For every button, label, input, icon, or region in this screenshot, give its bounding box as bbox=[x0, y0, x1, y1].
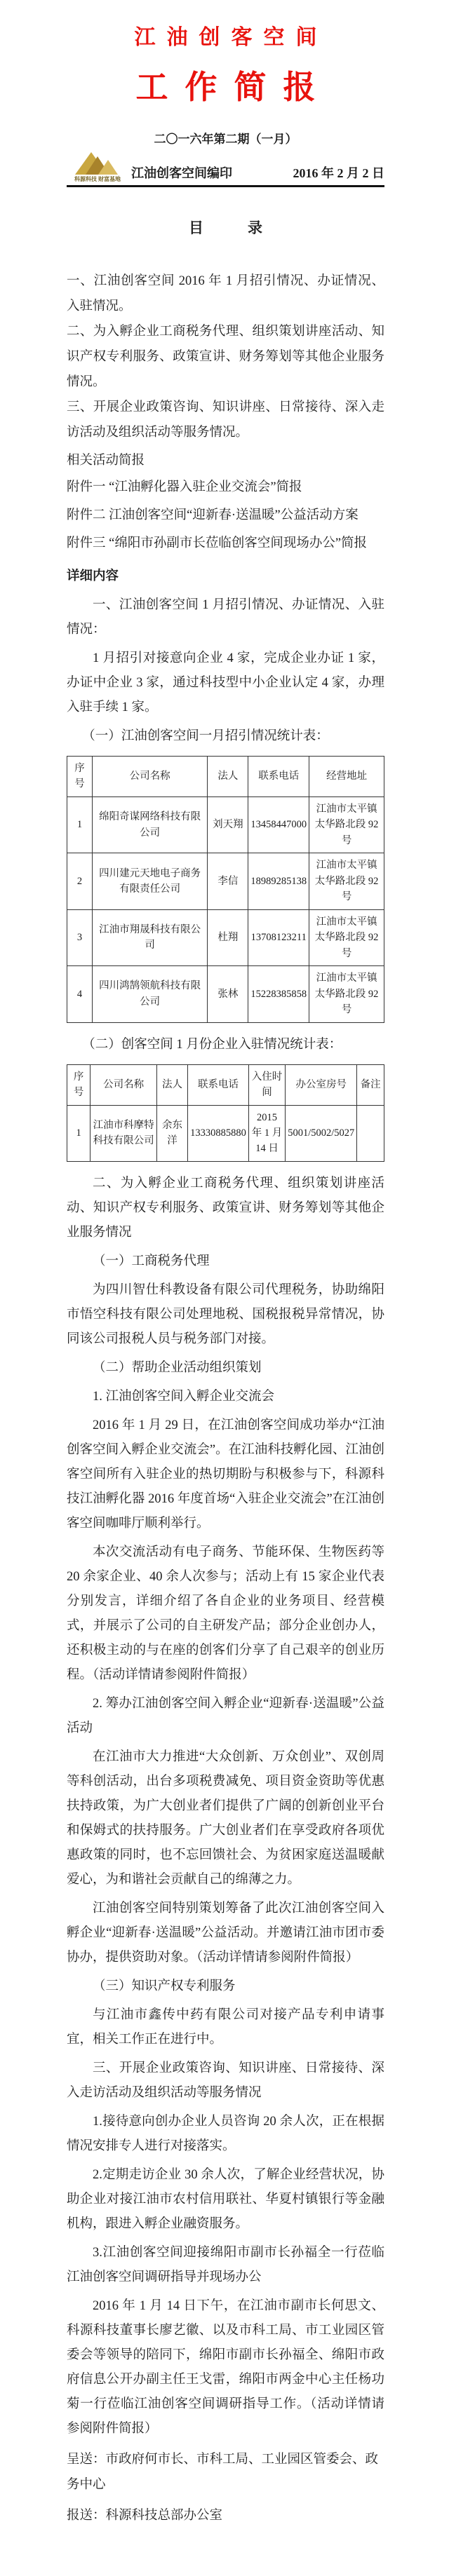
table-header-row bbox=[67, 757, 384, 797]
section-3-heading: 三、开展企业政策咨询、知识讲座、日常接待、深入走访活动及组织活动等服务情况 bbox=[67, 2061, 384, 2100]
table-2-title: （二）创客空间 1 月份企业入驻情况统计表： bbox=[82, 1037, 342, 1052]
publish-date: 2016 年 2 月 2 日 bbox=[293, 166, 384, 180]
table-cell: 2015 年 1 月 14 日 bbox=[248, 1105, 285, 1161]
table-cell: 绵阳奇谋网络科技有限公司 bbox=[92, 796, 207, 853]
column-header: 序号 bbox=[67, 757, 93, 797]
table-cell: 余东洋 bbox=[157, 1105, 188, 1161]
table-cell: 江油市太平镇太华路北段 92 号 bbox=[309, 853, 384, 909]
table-cell: 1 bbox=[67, 1105, 91, 1161]
table-cell: 江油市太平镇太华路北段 92 号 bbox=[309, 796, 384, 853]
column-header: 入住时间 bbox=[248, 1064, 285, 1105]
toc-title: 目 录 bbox=[189, 219, 262, 236]
table-cell: 1 bbox=[67, 796, 93, 853]
table-cell: 杜翔 bbox=[208, 909, 248, 965]
table-1-title: （一）江油创客空间一月招引情况统计表： bbox=[82, 729, 329, 743]
table-cell: 2 bbox=[67, 853, 93, 909]
column-header: 序号 bbox=[67, 1064, 91, 1105]
brand-logo bbox=[67, 149, 128, 183]
movein-stats-table bbox=[67, 1064, 384, 1162]
table-row bbox=[67, 1105, 384, 1161]
section-2-3-title: （三）知识产权专利服务 bbox=[93, 1979, 236, 1993]
column-header: 法人 bbox=[208, 757, 248, 797]
paragraph: 3.江油创客空间迎接绵阳市副市长孙福全一行莅临江油创客空间调研指导并现场办公 bbox=[67, 2245, 384, 2284]
paragraph: 2016 年 1 月 29 日，在江油创客空间成功举办“江油创客空间入孵企业交流会”。在江油科技孵化园、江油创客空间所有入驻企业的热切期盼与积极参与下，科源科技江油孵化器 2016 年度首场“入驻企业交流会”在江油创客空间咖啡厅顺利举行。 bbox=[67, 1418, 384, 1531]
attachment-item: 附件三 “绵阳市孙副市长莅临创客空间现场办公”简报 bbox=[67, 536, 368, 550]
toc-item: 一、江油创客空间 2016 年 1 月招引情况、办证情况、入驻情况。 bbox=[67, 274, 384, 313]
paragraph: 2016 年 1 月 14 日下午，在江油市副市长何思文、科源科技董事长廖艺徽、以及市科工局、市工业园区管委会等领导的陪同下，绵阳市副市长孙福全、绵阳市政府信息公开办副主任王戈雷，绵阳市两金中心主任杨功菊一行莅临江油创客空间调研指导工作。（活动详情请参阅附件简报） bbox=[67, 2298, 384, 2436]
table-row bbox=[67, 853, 384, 909]
table-cell: 李信 bbox=[208, 853, 248, 909]
column-header: 办公室房号 bbox=[286, 1064, 357, 1105]
column-header: 联系电话 bbox=[188, 1064, 249, 1105]
section-2-1-title: （一）工商税务代理 bbox=[93, 1254, 210, 1268]
column-header: 法人 bbox=[157, 1064, 188, 1105]
toc-item: 二、为入孵企业工商税务代理、组织策划讲座活动、知识产权专利服务、政策宣讲、财务筹划等其他企业服务情况。 bbox=[67, 325, 384, 389]
table-cell: 刘天翔 bbox=[208, 796, 248, 853]
section-2-2-2-title: 2. 筹办江油创客空间入孵企业“迎新春·送温暖”公益活动 bbox=[67, 1696, 384, 1735]
cc-line: 呈送：市政府何市长、市科工局、工业园区管委会、政务中心 bbox=[67, 2452, 379, 2492]
issue-line: 二〇一六年第二期（一月） bbox=[154, 133, 297, 146]
table-cell: 15228385858 bbox=[248, 966, 309, 1022]
recruit-stats-table bbox=[67, 756, 384, 1023]
table-header-row bbox=[67, 1064, 384, 1105]
paragraph: 江油创客空间特别策划筹备了此次江油创客空间入孵企业“迎新春·送温暖”公益活动。并邀请江油市团市委协办，提供资助对象。（活动详情请参阅附件简报） bbox=[67, 1901, 384, 1965]
column-header: 联系电话 bbox=[248, 757, 309, 797]
table-row bbox=[67, 966, 384, 1022]
attachment-item: 附件二 江油创客空间“迎新春·送温暖”公益活动方案 bbox=[67, 508, 358, 522]
section-2-heading: 二、为入孵企业工商税务代理、组织策划讲座活动、知识产权专利服务、政策宣讲、财务筹划等其他企业服务情况 bbox=[67, 1176, 384, 1240]
table-cell: 13330885880 bbox=[188, 1105, 249, 1161]
table-row bbox=[67, 796, 384, 853]
section-1-heading: 一、江油创客空间 1 月招引情况、办证情况、入驻情况： bbox=[67, 598, 384, 637]
publisher-row bbox=[67, 149, 384, 187]
column-header: 公司名称 bbox=[92, 757, 207, 797]
paragraph: 本次交流活动有电子商务、节能环保、生物医药等 20 余家企业、40 余人次参与；活动上有 15 家企业代表分别发言，详细介绍了各自企业的业务项目、经营模式，并展示了公司的自主研发产品；部分企业创办人，还积极主动的与在座的创客们分享了自己艰辛的创业历程。（活动详情请参阅附件简报） bbox=[67, 1545, 384, 1682]
details-label: 详细内容 bbox=[67, 569, 119, 583]
column-header: 备注 bbox=[357, 1064, 384, 1105]
section-1-paragraph: 1 月招引对接意向企业 4 家，完成企业办证 1 家，办证中企业 3 家，通过科技型中小企业认定 4 家，办理入驻手续 1 家。 bbox=[67, 651, 384, 714]
table-cell: 江油市翔晟科技有限公司 bbox=[92, 909, 207, 965]
mountains-icon bbox=[75, 149, 120, 175]
report-line: 报送：科源科技总部办公室 bbox=[67, 2508, 223, 2523]
related-activities-label: 相关活动简报 bbox=[67, 454, 145, 468]
paragraph: 与江油市鑫传中药有限公司对接产品专利申请事宜，相关工作正在进行中。 bbox=[67, 2007, 384, 2047]
details-section bbox=[67, 564, 384, 2441]
column-header: 经营地址 bbox=[309, 757, 384, 797]
table-cell: 18989285138 bbox=[248, 853, 309, 909]
attachment-item: 附件一 “江油孵化器入驻企业交流会”简报 bbox=[67, 480, 302, 494]
table-cell: 江油市太平镇太华路北段 92 号 bbox=[309, 966, 384, 1022]
masthead bbox=[67, 20, 384, 187]
table-cell: 四川建元天地电子商务有限责任公司 bbox=[92, 853, 207, 909]
table-cell bbox=[357, 1105, 384, 1161]
publisher-label: 江油创客空间编印 bbox=[131, 166, 232, 180]
distribution-footer bbox=[67, 2447, 384, 2528]
section-2-2-title: （二）帮助企业活动组织策划 bbox=[93, 1360, 262, 1375]
org-title: 江油创客空间 bbox=[134, 26, 328, 49]
table-cell: 张林 bbox=[208, 966, 248, 1022]
table-cell: 江油市科摩特科技有限公司 bbox=[91, 1105, 157, 1161]
toc bbox=[67, 269, 384, 557]
table-cell: 4 bbox=[67, 966, 93, 1022]
table-cell: 四川鸿鹄领航科技有限公司 bbox=[92, 966, 207, 1022]
bulletin-title: 工作简报 bbox=[135, 69, 333, 105]
paragraph: 为四川智仕科教设备有限公司代理税务，协助绵阳市悟空科技有限公司处理地税、国税报税异常情况，协同该公司报税人员与税务部门对接。 bbox=[67, 1282, 384, 1346]
section-2-2-1-title: 1. 江油创客空间入孵企业交流会 bbox=[93, 1389, 275, 1404]
table-cell: 13708123211 bbox=[248, 909, 309, 965]
table-row bbox=[67, 909, 384, 965]
table-cell: 5001/5002/5027 bbox=[286, 1105, 357, 1161]
table-cell: 江油市太平镇太华路北段 92 号 bbox=[309, 909, 384, 965]
table-cell: 3 bbox=[67, 909, 93, 965]
column-header: 公司名称 bbox=[91, 1064, 157, 1105]
paragraph: 2.定期走访企业 30 余人次，了解企业经营状况，协助企业对接江油市农村信用联社、华夏村镇银行等金融机构，跟进入孵企业融资服务。 bbox=[67, 2167, 384, 2231]
logo-caption: 科源科技 财富基地 bbox=[74, 176, 121, 182]
paragraph: 1.接待意向创办企业人员咨询 20 余人次，正在根据情况安排专人进行对接落实。 bbox=[67, 2114, 384, 2153]
toc-item: 三、开展企业政策咨询、知识讲座、日常接待、深入走访活动及组织活动等服务情况。 bbox=[67, 400, 384, 440]
table-cell: 13458447000 bbox=[248, 796, 309, 853]
paragraph: 在江油市大力推进“大众创新、万众创业”、双创周等科创活动，出台多项税费减免、项目资金资助等优惠扶持政策，为广大创业者们提供了广阔的创新创业平台和保姆式的扶持服务。广大创业者们在享受政府各项优惠政策的同时，也不忘回馈社会、为贫困家庭送温暖献爱心，为和谐社会贡献自己的绵薄之力。 bbox=[67, 1749, 384, 1887]
